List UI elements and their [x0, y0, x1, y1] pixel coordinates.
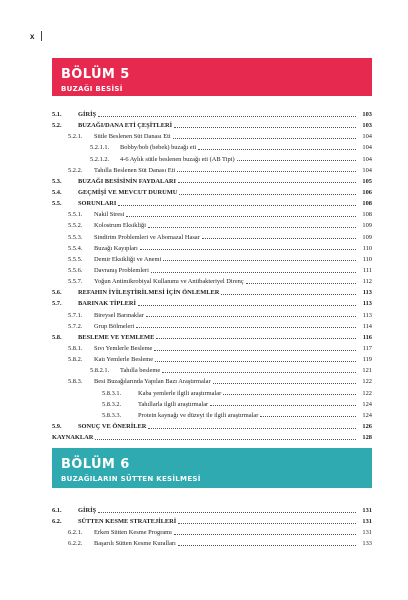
toc-entry-number: 5.8.	[52, 333, 62, 341]
dot-leader	[174, 122, 356, 128]
dot-leader	[198, 144, 356, 150]
chapter-5-title: BUZAĞI BESİSİ	[61, 85, 123, 93]
toc-entry-number: 5.2.1.1.	[90, 144, 110, 152]
toc-entry-title: REFAHIN İYİLEŞTİRİLMESİ İÇİN ÖNLEMLER	[78, 289, 220, 297]
toc-entry[interactable]	[52, 198, 372, 209]
dot-leader	[178, 177, 356, 183]
toc-entry-page: 103	[362, 111, 372, 118]
dot-leader	[260, 411, 356, 417]
toc-entry-number: 5.8.2.	[68, 356, 83, 364]
toc-entry-title: GİRİŞ	[78, 507, 97, 514]
toc-entry-number: 5.8.3.2.	[102, 400, 122, 408]
toc-entry[interactable]	[52, 527, 372, 538]
dot-leader	[126, 211, 356, 217]
dot-leader	[98, 111, 356, 117]
toc-entry[interactable]	[52, 243, 372, 254]
toc-entry-page: 110	[362, 255, 372, 263]
toc-entry[interactable]	[52, 287, 372, 298]
toc-entry-number: 5.1.	[52, 111, 62, 118]
toc-entry-title: BUZAĞI/DANA ETİ ÇEŞİTLERİ	[78, 122, 173, 130]
toc-entry-page: 124	[362, 400, 372, 408]
toc-entry-number: 5.5.5.	[68, 255, 83, 263]
toc-entry-number: 5.8.3.3.	[102, 411, 122, 419]
toc-entry-title: SONUÇ VE ÖNERİLER	[78, 422, 147, 430]
dot-leader	[98, 507, 356, 513]
dot-leader	[154, 345, 356, 351]
toc-entry-title: Davranış Problemleri	[94, 266, 149, 274]
dot-leader	[179, 189, 356, 195]
toc-entry-title: Başarılı Sütten Kesme Kuralları	[94, 540, 176, 548]
toc-entry-page: 109	[362, 222, 372, 230]
toc-entry[interactable]	[52, 298, 372, 309]
toc-entry[interactable]	[52, 232, 372, 243]
toc-entry[interactable]	[52, 310, 372, 321]
chapter-6-title: BUZAĞILARIN SÜTTEN KESİLMESİ	[61, 475, 201, 483]
toc-entry-number: 5.5.2.	[68, 222, 83, 230]
toc-entry-page: 112	[362, 278, 372, 286]
chapter-5-banner	[52, 58, 372, 96]
toc-entry-title: Nakil Stresi	[94, 211, 125, 219]
toc-entry[interactable]	[52, 176, 372, 187]
toc-entry[interactable]	[52, 332, 372, 343]
dot-leader	[140, 244, 356, 250]
toc-entry[interactable]	[52, 209, 372, 220]
dot-leader	[148, 222, 356, 228]
toc-entry-number: 5.5.3.	[68, 233, 83, 241]
toc-entry-number: 5.8.3.1.	[102, 389, 122, 397]
toc-entry-title: Grup Bölmeleri	[94, 322, 135, 330]
dot-leader	[237, 155, 356, 161]
toc-entry-page: 113	[362, 311, 372, 319]
toc-entry[interactable]	[52, 165, 372, 176]
toc-entry-title: Bireysel Barınaklar	[94, 311, 144, 319]
dot-leader	[151, 267, 356, 273]
toc-entry-page: 133	[362, 540, 372, 548]
dot-leader	[136, 322, 356, 328]
toc-entry-page: 104	[362, 144, 372, 152]
toc-entry-page: 108	[362, 211, 372, 219]
toc-entry-number: 5.5.4.	[68, 244, 83, 252]
dot-leader	[202, 233, 356, 239]
toc-entry-page: 109	[362, 233, 372, 241]
toc-entry-title: BUZAĞI BESİSİNİN FAYDALARI	[78, 177, 177, 185]
toc-entry[interactable]	[52, 187, 372, 198]
dot-leader	[221, 289, 356, 295]
toc-entry-page: 126	[362, 422, 372, 430]
toc-entry-number: 5.8.3.	[68, 378, 83, 386]
toc-entry-title: Sıvı Yemlerle Besleme	[94, 344, 153, 352]
toc-entry-title: Kaba yemlerle ilgili araştırmalar	[138, 389, 222, 397]
toc-entry[interactable]	[52, 220, 372, 231]
toc-entry-page: 104	[362, 133, 372, 141]
toc-entry-page: 121	[362, 367, 372, 375]
chapter-6-banner	[52, 448, 372, 488]
toc-entry[interactable]	[52, 365, 372, 376]
toc-entry-page: 114	[362, 322, 372, 330]
toc-entry-number: 6.2.	[52, 518, 62, 526]
toc-entry-title: Buzağı Kayıpları	[94, 244, 138, 252]
toc-entry[interactable]	[52, 276, 372, 287]
toc-entry-title: GİRİŞ	[78, 111, 97, 118]
dot-leader	[210, 400, 356, 406]
toc-entry-number: 5.8.1.	[68, 344, 83, 352]
dot-leader	[177, 166, 356, 172]
toc-entry-page: 104	[362, 166, 372, 174]
toc-entry-title: 4-6 Aylık sütle beslenen buzağı eti (AB Tipi)	[120, 155, 235, 163]
toc-entry[interactable]	[52, 321, 372, 332]
dot-leader	[138, 300, 356, 306]
dot-leader	[246, 278, 356, 284]
toc-entry-number: 5.7.	[52, 300, 62, 308]
toc-entry-number: 6.2.1.	[68, 529, 83, 537]
dot-leader	[213, 378, 356, 384]
toc-entry-title: SORUNLARI	[78, 200, 117, 208]
dot-leader	[146, 311, 356, 317]
toc-entry[interactable]	[52, 109, 372, 120]
toc-entry-number: 5.5.	[52, 200, 62, 208]
toc-entry[interactable]	[52, 354, 372, 365]
toc-entry[interactable]	[52, 505, 372, 516]
dot-leader	[118, 200, 356, 206]
toc-entry-title: Katı Yemlerle Besleme	[94, 356, 154, 364]
dot-leader	[173, 133, 356, 139]
toc-entry[interactable]	[52, 154, 372, 165]
toc-entry-title: Erken Sütten Kesme Programı	[94, 529, 172, 537]
toc-entry[interactable]	[52, 343, 372, 354]
toc-entry-title: Tahılla Beslenen Süt Danası Eti	[94, 166, 176, 174]
toc-entry-title: Tahıllarla ilgili araştırmalar	[138, 400, 209, 408]
toc-entry-page: 108	[362, 200, 372, 208]
toc-entry-number: 5.5.6.	[68, 266, 83, 274]
toc-entry[interactable]	[52, 376, 372, 387]
toc-entry[interactable]	[52, 538, 372, 549]
toc-entry-number: 5.8.2.1.	[90, 367, 110, 375]
header-rule	[41, 31, 42, 41]
toc-entry-number: 5.4.	[52, 188, 62, 196]
toc-entry-page: 104	[362, 155, 372, 163]
toc-entry-page: 117	[362, 344, 372, 352]
toc-entry-number: 5.5.7.	[68, 278, 83, 286]
toc-entry-page: 110	[362, 244, 372, 252]
toc-entry-page: 122	[362, 378, 372, 386]
toc-entry-page: 124	[362, 411, 372, 419]
toc-entry[interactable]	[52, 388, 372, 399]
chapter-5-label: BÖLÜM 5	[61, 67, 130, 82]
toc-entry[interactable]	[52, 142, 372, 153]
toc-entry-number: 5.2.1.2.	[90, 155, 110, 163]
toc-entry-number: 5.7.1.	[68, 311, 83, 319]
toc-entry-title: Demir Eksikliği ve Anemi	[94, 255, 162, 263]
dot-leader	[174, 529, 356, 535]
toc-entry[interactable]	[52, 131, 372, 142]
toc-entry-page: 106	[362, 188, 372, 196]
toc-entry[interactable]	[52, 399, 372, 410]
toc-entry-number: 5.2.	[52, 122, 62, 130]
toc-entry-title: SÜTTEN KESME STRATEJİLERİ	[78, 518, 177, 526]
toc-entry[interactable]	[52, 432, 372, 443]
toc-entry-page: 113	[362, 300, 372, 308]
toc-entry-page: 113	[362, 289, 372, 297]
chapter-6-toc	[52, 505, 372, 550]
dot-leader	[95, 434, 356, 440]
toc-entry[interactable]	[52, 410, 372, 421]
chapter-6-label: BÖLÜM 6	[61, 457, 130, 472]
toc-entry-page: 105	[362, 177, 372, 185]
dot-leader	[162, 367, 356, 373]
toc-entry-title: Tahılla besleme	[120, 367, 161, 375]
toc-entry-number: 5.7.2.	[68, 322, 83, 330]
toc-entry-title: Bobby/bob (bebek) buzağı eti	[120, 144, 197, 152]
toc-entry-title: Yoğun Antimikrobiyal Kullanımı ve Antibakteriyel Direnç	[94, 278, 244, 286]
toc-entry-number: 5.9.	[52, 422, 62, 430]
toc-entry-number: 5.2.2.	[68, 166, 83, 174]
toc-entry[interactable]	[52, 120, 372, 131]
toc-entry-page: 122	[362, 389, 372, 397]
dot-leader	[156, 333, 356, 339]
toc-entry[interactable]	[52, 265, 372, 276]
toc-entry-number: 5.5.1.	[68, 211, 83, 219]
toc-entry-title: Sindirim Problemleri ve Abomazal Hasar	[94, 233, 200, 241]
dot-leader	[178, 540, 356, 546]
toc-entry-page: 116	[362, 333, 372, 341]
toc-entry-title: GEÇMİŞİ VE MEVCUT DURUMU	[78, 188, 178, 196]
toc-entry[interactable]	[52, 421, 372, 432]
toc-entry-page: 131	[362, 529, 372, 537]
toc-entry-title: BARINAK TİPLERİ	[78, 300, 136, 308]
dot-leader	[223, 389, 356, 395]
toc-entry-page: 103	[362, 122, 372, 130]
toc-entry-number: 5.3.	[52, 177, 62, 185]
dot-leader	[148, 423, 356, 429]
toc-entry-page: 131	[362, 507, 372, 514]
toc-entry-number: 6.2.2.	[68, 540, 83, 548]
toc-entry-title: Kolostrum Eksikliği	[94, 222, 147, 230]
toc-entry-page: 119	[362, 356, 372, 364]
toc-entry-title: KAYNAKLAR	[52, 434, 94, 442]
toc-entry-page: 111	[362, 266, 372, 274]
toc-entry-title: BESLEME VE YEMLEME	[78, 333, 155, 341]
dot-leader	[163, 255, 356, 261]
toc-entry[interactable]	[52, 254, 372, 265]
toc-entry-number: 5.2.1.	[68, 133, 83, 141]
toc-entry[interactable]	[52, 516, 372, 527]
toc-entry-number: 6.1.	[52, 507, 62, 514]
chapter-5-toc	[52, 109, 372, 443]
toc-entry-title: Protein kaynağı ve düzeyi ile ilgili araştırmalar	[138, 411, 259, 419]
toc-entry-title: Besi Buzağılarında Yapılan Bazı Araştırmalar	[94, 378, 211, 386]
toc-entry-page: 131	[362, 518, 372, 526]
toc-entry-number: 5.6.	[52, 289, 62, 297]
dot-leader	[178, 518, 356, 524]
page-number: x	[30, 32, 35, 41]
dot-leader	[155, 356, 356, 362]
toc-entry-title: Sütle Beslenen Süt Danası Eti	[94, 133, 171, 141]
toc-entry-page: 128	[362, 434, 372, 442]
